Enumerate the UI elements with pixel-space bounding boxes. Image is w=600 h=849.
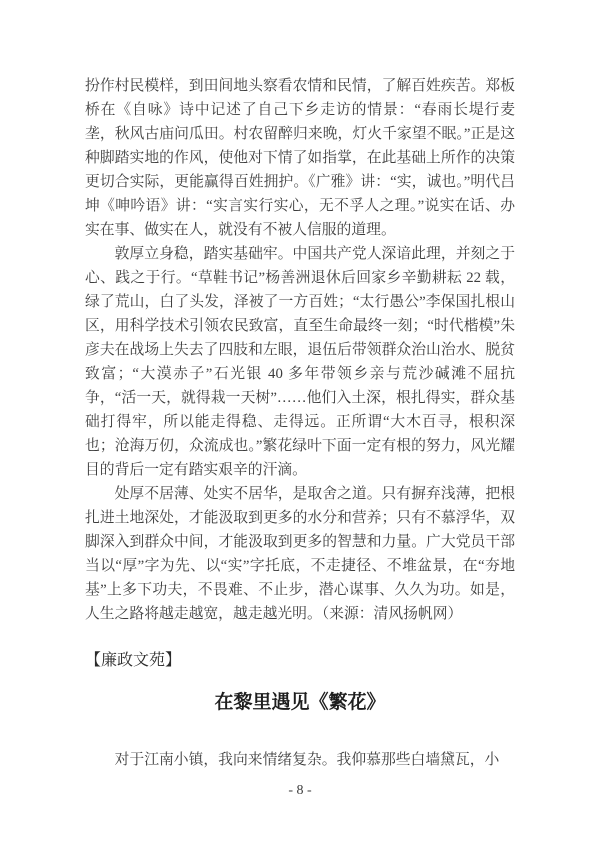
body-paragraph: 敦厚立身稳，踏实基础牢。中国共产党人深谙此理，并刻之于心、践之于行。“草鞋书记”杨善洲退休后回家乡辛勤耕耘 22 载，绿了荒山，白了头发，泽被了一方百姓；“太行愚公”李保国扎根山区，用科学技术引领农民致富，直至生命最终一刻；“时代楷模”朱彦夫在战场上失去了四肢和左眼，退伍后带领群众治山治水、脱贫致富；“大漠赤子”石光银 40 多年带领乡亲与荒沙碱滩不屈抗争，“活一天，就得栽一天树”……他们入土深，根扎得实，群众基础打得牢，所以能走得稳、走得远。正所谓“大木百寻，根积深也；沧海万仞，众流成也。”繁花绿叶下面一定有根的努力，风光耀目的背后一定有踏实艰辛的汗滴。 bbox=[85, 246, 515, 478]
body-paragraph: 扮作村民模样，到田间地头察看农情和民情，了解百姓疾苦。郑板桥在《自咏》诗中记述了自己下乡走访的情景：“春雨长堤行麦垄，秋风古庙问瓜田。村农留醉归来晚，灯火千家望不眠。”正是这种脚踏实地的作风，使他对下情了如指掌，在此基础上所作的决策更切合实际，更能赢得百姓拥护。《广雅》讲：“实，诚也。”明代吕坤《呻吟语》讲：“实言实行实心，无不孚人之理。”说实在话、办实在事、做实在人，就没有不被人信服的道理。 bbox=[85, 78, 515, 238]
page-content bbox=[85, 74, 515, 772]
section-label: 【廉政文苑】 bbox=[85, 652, 182, 669]
body-paragraph: 处厚不居薄、处实不居华，是取舍之道。只有摒弃浅薄，把根扎进土地深处，才能汲取到更多的水分和营养；只有不慕浮华，双脚深入到群众中间，才能汲取到更多的智慧和力量。广大党员干部当以“厚”字为先、以“实”字托底，不走捷径、不堆盆景，在“夯地基”上多下功夫，不畏难、不止步，潜心谋事、久久为功。如是，人生之路将越走越宽，越走越光明。（来源：清风扬帆网） bbox=[85, 486, 515, 622]
page-number: - 8 - bbox=[288, 783, 312, 798]
article-first-paragraph: 对于江南小镇，我向来情绪复杂。我仰慕那些白墙黛瓦，小 bbox=[114, 752, 500, 768]
article-title: 在黎里遇见《繁花》 bbox=[214, 692, 386, 713]
